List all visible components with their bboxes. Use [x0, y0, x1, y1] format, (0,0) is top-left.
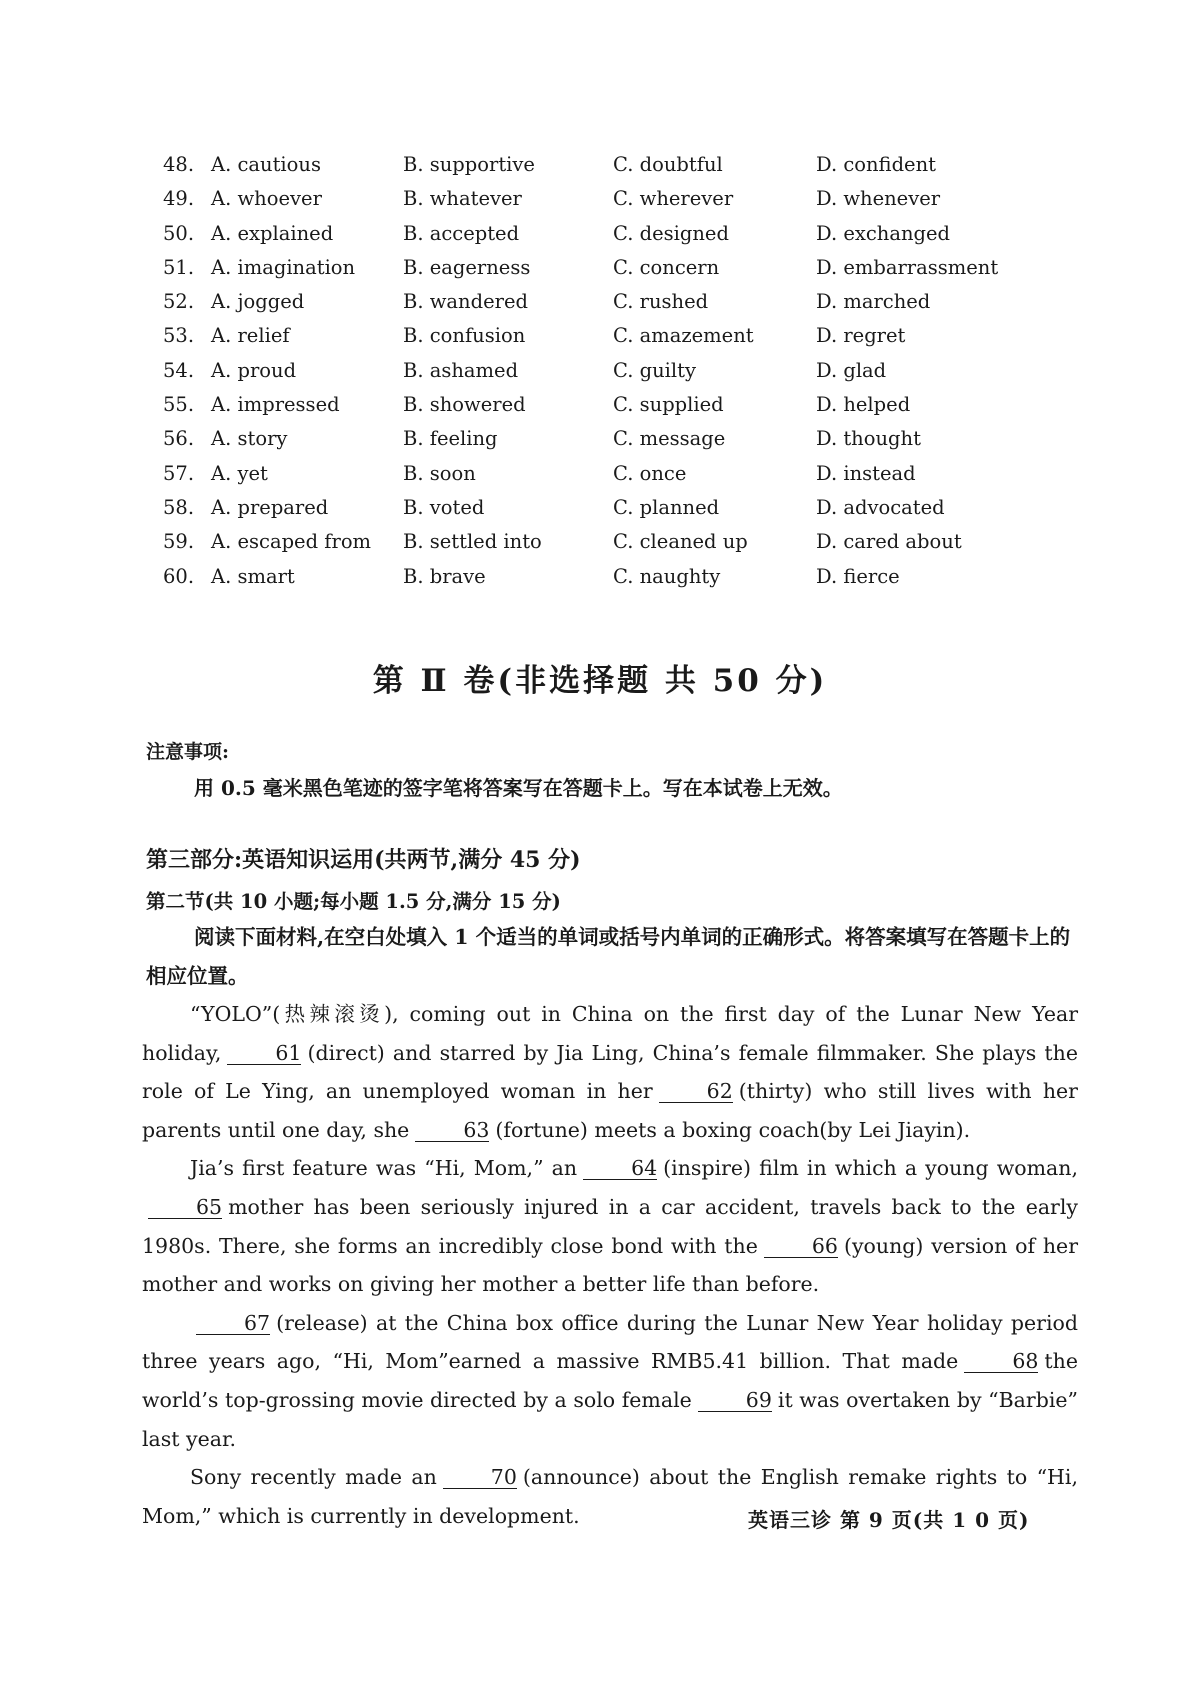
question-number: 60.	[163, 564, 195, 588]
answer-blank-64: 64	[583, 1157, 657, 1180]
option-a: A. explained	[211, 221, 334, 245]
option-c: C. naughty	[613, 564, 721, 588]
option-b: B. supportive	[403, 153, 535, 176]
option-d: D. embarrassment	[816, 255, 999, 279]
option-d: D. confident	[816, 153, 936, 176]
option-b: B. voted	[403, 495, 485, 519]
passage-text: (inspire) film in which a young woman,	[663, 1156, 1078, 1181]
option-c: C. once	[613, 461, 687, 485]
option-a: A. relief	[211, 324, 290, 348]
question-row	[163, 148, 1023, 182]
question-row	[163, 319, 1023, 353]
option-c: C. doubtful	[613, 153, 723, 176]
page-footer: 英语三诊 第 9 页(共 1 0 页)	[748, 1508, 1030, 1532]
question-number: 53.	[163, 324, 195, 348]
part-heading: 第三部分:英语知识运用(共两节,满分 45 分)	[146, 847, 581, 873]
option-a: A. smart	[211, 564, 295, 588]
option-b: B. feeling	[403, 427, 498, 451]
options-table	[163, 148, 1023, 594]
option-d: D. whenever	[816, 187, 941, 211]
option-d: D. fierce	[816, 564, 900, 588]
question-row	[163, 285, 1023, 319]
option-a: A. prepared	[211, 495, 329, 519]
option-a: A. escaped from	[211, 530, 372, 554]
option-b: B. confusion	[403, 324, 526, 348]
option-a: A. proud	[211, 358, 297, 382]
option-a: A. jogged	[211, 290, 305, 314]
option-d: D. cared about	[816, 530, 962, 554]
option-d: D. marched	[816, 290, 931, 314]
question-number: 58.	[163, 495, 195, 519]
question-row	[163, 560, 1023, 594]
question-number: 49.	[163, 187, 195, 211]
question-number: 50.	[163, 221, 195, 245]
passage-paragraph-3	[142, 1304, 1078, 1458]
passage-text: it was overtaken by “Barbie” last year.	[142, 1387, 1078, 1451]
question-row	[163, 491, 1023, 525]
option-b: B. ashamed	[403, 358, 519, 382]
option-d: D. regret	[816, 324, 906, 348]
answer-blank-61: 61	[227, 1042, 301, 1065]
reading-passage	[142, 995, 1078, 1535]
question-number: 54.	[163, 358, 195, 382]
passage-text: (announce) about the English remake rights to “Hi, Mom,” which is currently in development.	[142, 1465, 1078, 1528]
passage-paragraph-2	[142, 1149, 1078, 1303]
passage-text: (thirty) who still lives with her parents until one day, she	[142, 1079, 1078, 1142]
option-c: C. rushed	[613, 290, 709, 314]
option-c: C. cleaned up	[613, 530, 748, 554]
option-b: B. showered	[403, 393, 526, 417]
question-row	[163, 525, 1023, 559]
option-a: A. cautious	[211, 153, 321, 176]
section-heading: 第二节(共 10 小题;每小题 1.5 分,满分 15 分)	[146, 890, 561, 913]
answer-blank-68: 68	[964, 1350, 1038, 1373]
option-a: A. whoever	[211, 187, 322, 211]
option-c: C. amazement	[613, 324, 754, 348]
volume-title-sub: (非选择题 共 50 分)	[497, 663, 828, 699]
passage-text: “YOLO”(热辣滚烫), coming out in China on the first day of the Lunar New Year holiday,	[142, 1002, 1078, 1065]
option-c: C. planned	[613, 495, 720, 519]
question-number: 56.	[163, 427, 195, 451]
answer-blank-66: 66	[764, 1235, 838, 1258]
option-b: B. brave	[403, 564, 486, 588]
option-c: C. message	[613, 427, 726, 451]
option-c: C. wherever	[613, 187, 734, 211]
passage-text: (young) version of her mother and works on giving her mother a better life than before.	[142, 1233, 1078, 1297]
option-c: C. designed	[613, 221, 729, 245]
question-number: 57.	[163, 461, 195, 485]
question-number: 52.	[163, 290, 195, 314]
option-c: C. guilty	[613, 358, 696, 382]
option-b: B. soon	[403, 461, 476, 485]
option-d: D. helped	[816, 393, 911, 417]
option-b: B. settled into	[403, 530, 542, 554]
option-d: D. exchanged	[816, 221, 951, 245]
question-row	[163, 422, 1023, 456]
option-d: D. thought	[816, 427, 921, 451]
option-b: B. accepted	[403, 221, 520, 245]
answer-blank-70: 70	[443, 1466, 517, 1489]
notice-text: 用 0.5 毫米黑色笔迹的签字笔将答案写在答题卡上。写在本试卷上无效。	[194, 776, 843, 800]
question-number: 55.	[163, 393, 195, 417]
volume-title	[0, 655, 1200, 700]
option-a: A. yet	[211, 461, 268, 485]
passage-text: Sony recently made an	[190, 1465, 437, 1490]
question-number: 59.	[163, 530, 195, 554]
passage-text: Jia’s first feature was “Hi, Mom,” an	[190, 1156, 578, 1181]
question-row	[163, 354, 1023, 388]
option-b: B. eagerness	[403, 255, 531, 279]
passage-text: mother has been seriously injured in a car accident, travels back to the early 1980s. There, she forms an incredibly close bond with the	[142, 1194, 1078, 1258]
option-d: D. glad	[816, 358, 887, 382]
question-row	[163, 217, 1023, 251]
question-row	[163, 182, 1023, 216]
option-c: C. supplied	[613, 393, 724, 417]
option-d: D. instead	[816, 461, 916, 485]
question-row	[163, 251, 1023, 285]
answer-blank-65: 65	[148, 1196, 222, 1219]
instruction-text: 阅读下面材料,在空白处填入 1 个适当的单词或括号内单词的正确形式。将答案填写在答题卡上的相应位置。	[146, 925, 1071, 988]
option-a: A. story	[211, 427, 288, 451]
question-number: 51.	[163, 255, 195, 279]
answer-blank-62: 62	[659, 1080, 733, 1103]
passage-text: the world’s top-grossing movie directed by a solo female	[142, 1349, 1078, 1412]
answer-blank-69: 69	[698, 1389, 772, 1412]
question-row	[163, 457, 1023, 491]
option-b: B. whatever	[403, 187, 522, 211]
passage-paragraph-1	[142, 995, 1078, 1149]
notice-heading: 注意事项:	[146, 741, 230, 763]
answer-blank-67: 67	[196, 1312, 270, 1335]
passage-text: (release) at the China box office during the Lunar New Year holiday period three years ago, “Hi, Mom”earned a massive RMB5.41 billion. That made	[142, 1310, 1078, 1374]
option-c: C. concern	[613, 255, 720, 279]
passage-text: (fortune) meets a boxing coach(by Lei Jiayin).	[495, 1117, 971, 1142]
option-d: D. advocated	[816, 495, 945, 519]
volume-title-main: 第 Ⅱ 卷	[372, 663, 498, 699]
option-a: A. imagination	[211, 255, 356, 279]
option-a: A. impressed	[211, 393, 340, 417]
question-row	[163, 388, 1023, 422]
question-number: 48.	[163, 153, 195, 176]
answer-blank-63: 63	[415, 1119, 489, 1142]
passage-text: (direct) and starred by Jia Ling, China’s female filmmaker. She plays the role of Le Ying, an unemployed woman in her	[142, 1040, 1078, 1104]
option-b: B. wandered	[403, 290, 528, 314]
